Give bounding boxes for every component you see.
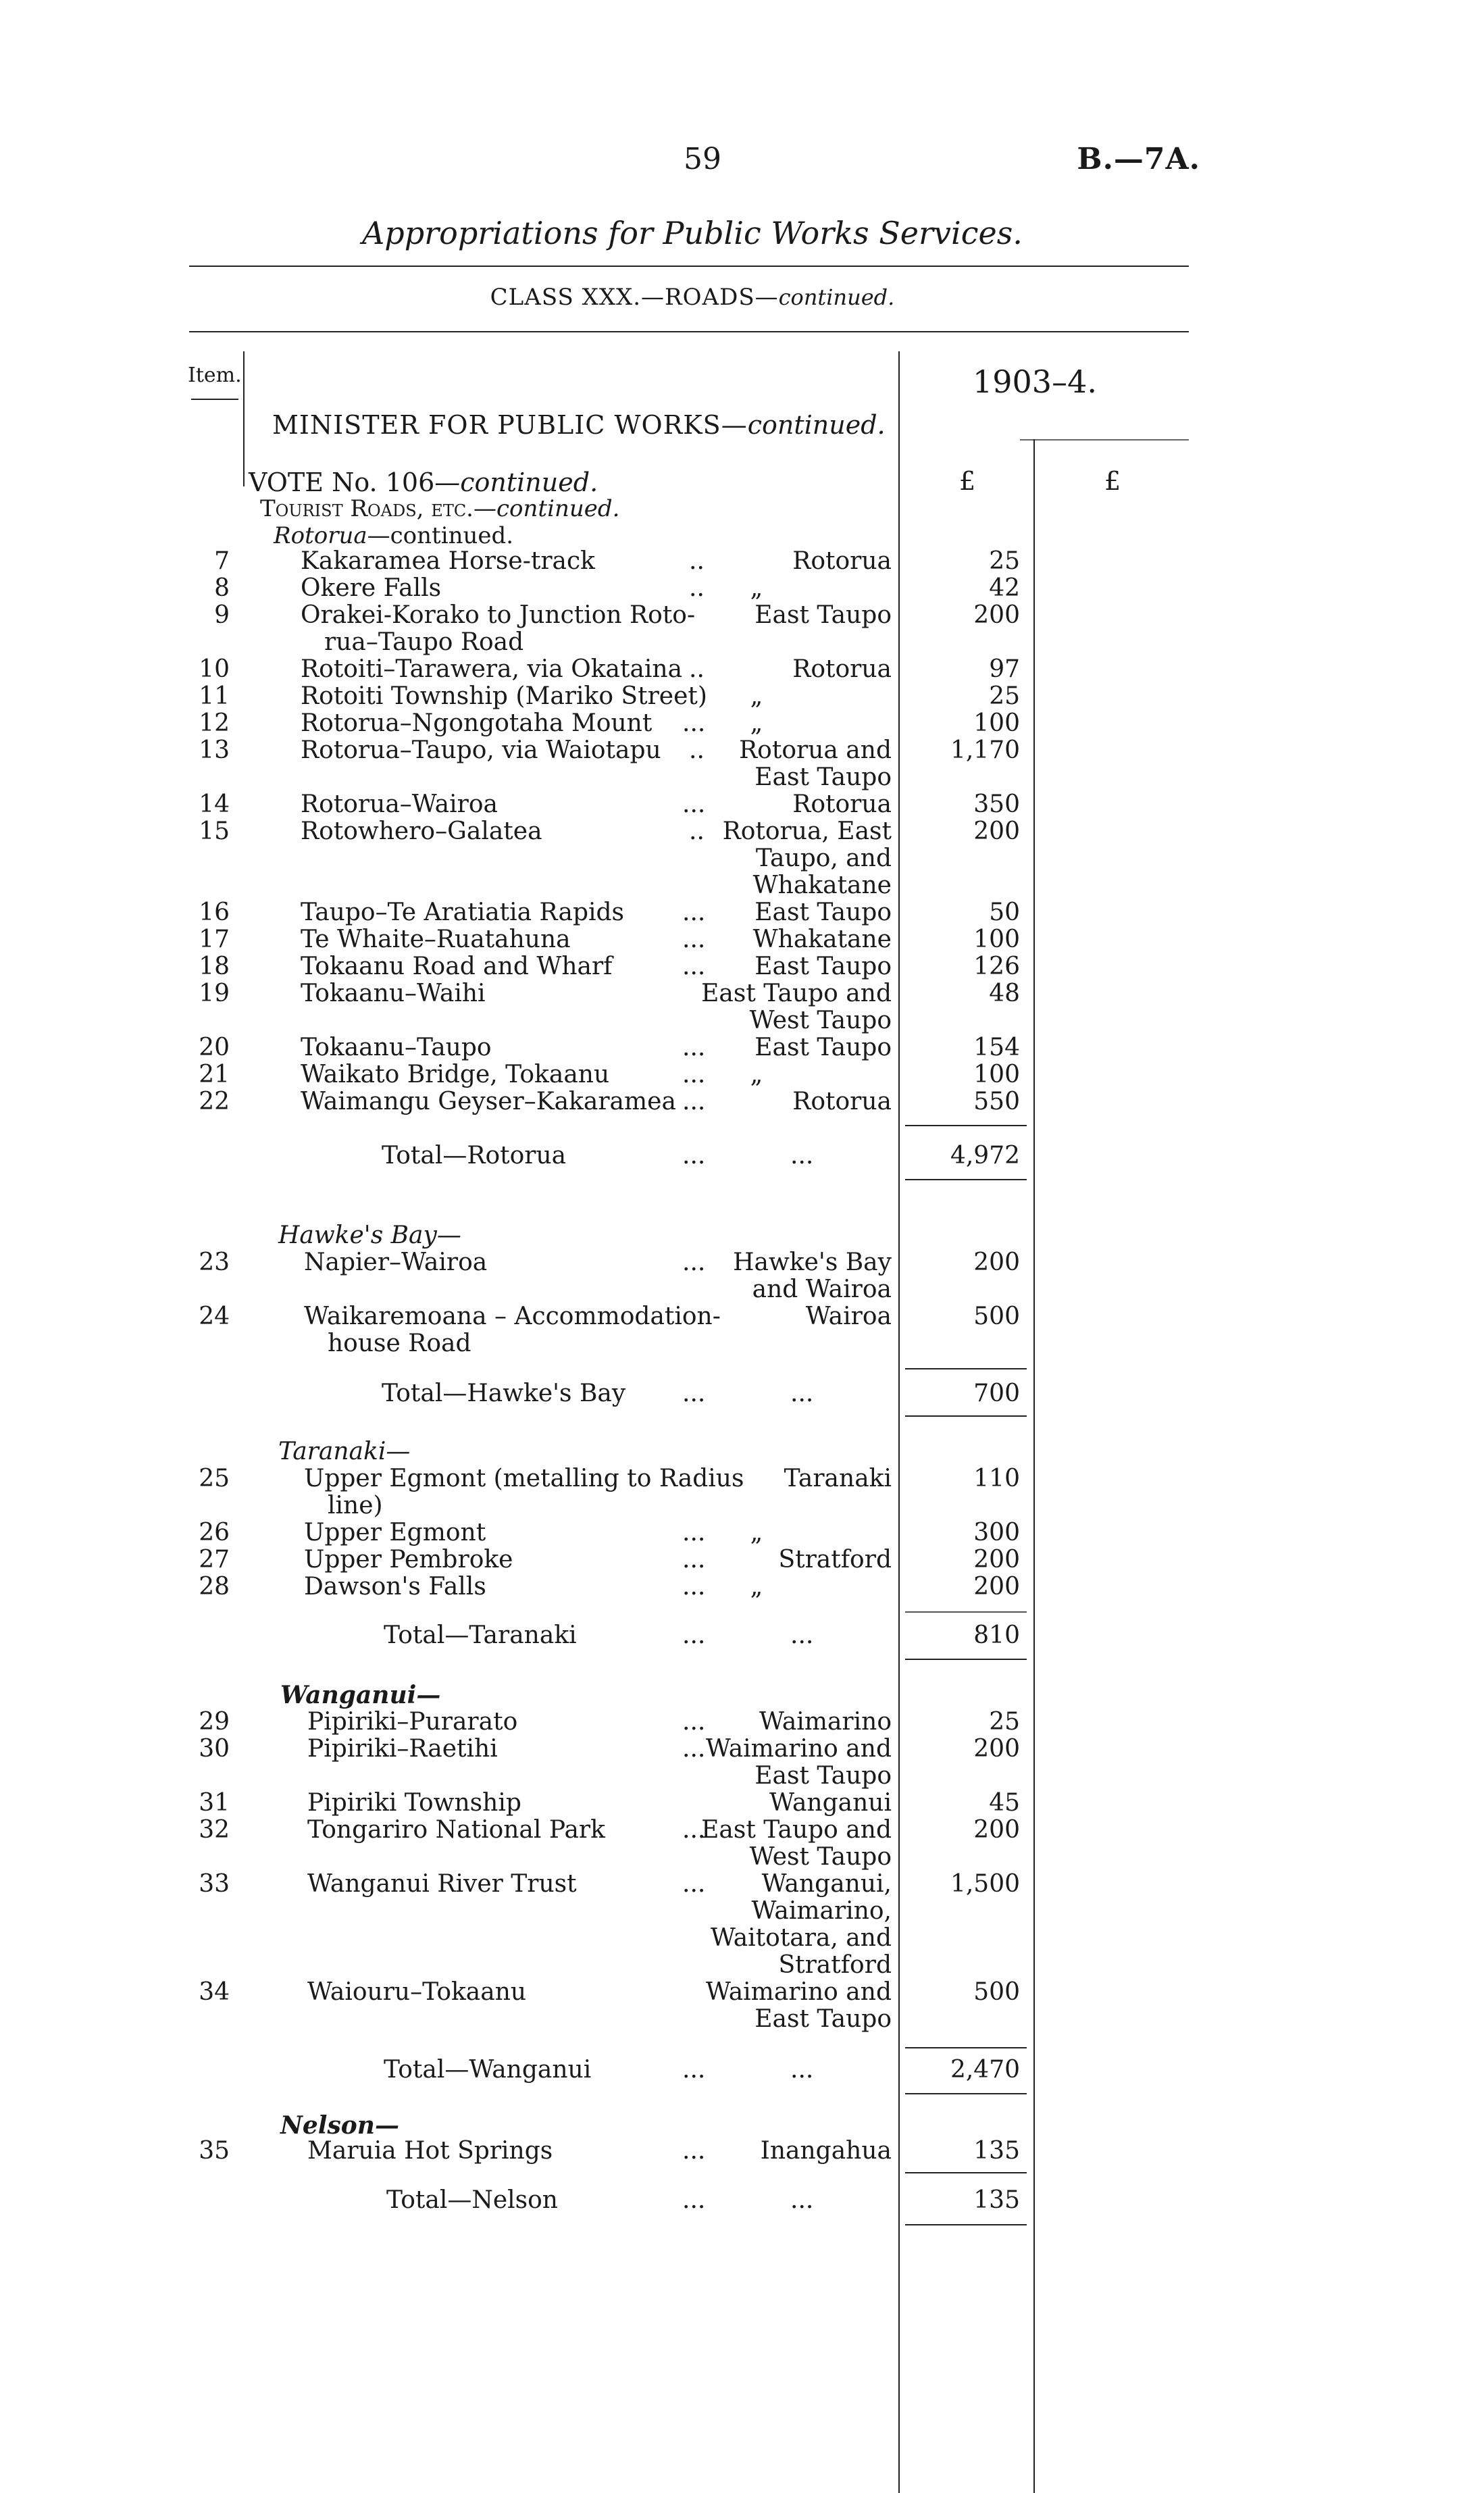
electorate: Waimarino and <box>705 1735 892 1763</box>
road-name: Wanganui River Trust <box>307 1870 577 1898</box>
road-name: Upper Egmont <box>304 1519 486 1546</box>
amount: 100 <box>973 1061 1020 1088</box>
road-name-continuation: line) <box>328 1492 383 1519</box>
year-column-header: 1903–4. <box>973 363 1097 400</box>
electorate: East Taupo <box>754 953 892 980</box>
total-rule <box>905 1611 1027 1613</box>
tourist-roads-heading <box>260 495 619 522</box>
road-name: Pipiriki Township <box>307 1789 521 1817</box>
electorate: Rotorua <box>792 547 892 575</box>
amount: 25 <box>989 547 1020 575</box>
leader-dots: ... <box>682 1870 706 1898</box>
hawkes-bay-heading: Hawke's Bay— <box>278 1222 461 1249</box>
item-number: 26 <box>199 1519 230 1546</box>
page-number: 59 <box>684 142 721 176</box>
road-name: Rotoiti Township (Mariko Street) <box>301 682 707 710</box>
amount: 200 <box>973 1816 1020 1844</box>
road-name: Waikaremoana – Accommodation- <box>304 1303 721 1330</box>
rotorua-heading-continued: —continued. <box>367 522 514 549</box>
amount: 200 <box>973 1573 1020 1601</box>
leader-dots: .. <box>689 817 705 845</box>
year-header-rule <box>1020 439 1189 440</box>
sub-column-divider <box>1033 439 1035 2493</box>
item-number: 28 <box>199 1573 230 1601</box>
electorate: Taranaki <box>784 1465 892 1492</box>
amount: 48 <box>989 980 1020 1007</box>
item-number: 8 <box>214 574 230 602</box>
item-number: 7 <box>214 547 230 575</box>
electorate: „ <box>750 709 763 737</box>
class-rule <box>189 331 1189 332</box>
total-rule <box>905 2093 1027 2094</box>
leader-dots: ... <box>790 2186 814 2214</box>
road-name: Tokaanu–Taupo <box>301 1034 492 1061</box>
amount: 100 <box>973 709 1020 737</box>
electorate: Wanganui <box>769 1789 892 1817</box>
amount: 300 <box>973 1519 1020 1546</box>
electorate: East Taupo <box>754 601 892 629</box>
road-name: Te Whaite–Ruatahuna <box>301 926 571 953</box>
electorate: Inangahua <box>760 2137 892 2165</box>
item-number: 27 <box>199 1546 230 1573</box>
amount: 1,170 <box>950 736 1020 764</box>
road-name: Waikato Bridge, Tokaanu <box>301 1061 610 1088</box>
item-number: 15 <box>199 817 230 845</box>
class-continued: continued. <box>778 284 895 310</box>
item-number: 20 <box>199 1034 230 1061</box>
item-number: 25 <box>199 1465 230 1492</box>
leader-dots: .. <box>689 736 705 764</box>
tourist-roads-continued: continued. <box>496 495 620 522</box>
amount-column-divider <box>898 351 900 2493</box>
amount: 200 <box>973 1546 1020 1573</box>
electorate-continuation: and Wairoa <box>752 1276 892 1303</box>
total-rule <box>905 1179 1027 1180</box>
amount: 100 <box>973 926 1020 953</box>
item-number: 14 <box>199 790 230 818</box>
total-nelson-amount: 135 <box>973 2186 1020 2214</box>
total-rule <box>905 1125 1027 1126</box>
leader-dots: ... <box>682 2186 706 2214</box>
item-number: 21 <box>199 1061 230 1088</box>
road-name: Rotowhero–Galatea <box>301 817 542 845</box>
electorate: Rotorua and <box>739 736 892 764</box>
leader-dots: ... <box>682 1249 706 1276</box>
road-name: Taupo–Te Aratiatia Rapids <box>301 899 625 926</box>
rotorua-heading <box>274 522 513 549</box>
electorate: Rotorua <box>792 790 892 818</box>
item-column-header: Item. <box>188 363 242 387</box>
electorate: East Taupo and <box>701 1816 892 1844</box>
electorate-continuation: East Taupo <box>754 763 892 791</box>
rotorua-heading-label: Rotorua <box>274 522 367 549</box>
electorate: „ <box>750 1573 763 1601</box>
leader-dots: ... <box>682 1380 706 1407</box>
leader-dots: .. <box>689 574 705 602</box>
leader-dots: ... <box>790 1621 814 1649</box>
total-rule <box>905 2047 1027 2048</box>
amount: 97 <box>989 655 1020 683</box>
item-number: 17 <box>199 926 230 953</box>
total-hawkes-bay-amount: 700 <box>973 1380 1020 1407</box>
road-name-continuation: house Road <box>328 1330 471 1357</box>
electorate-continuation: West Taupo <box>749 1007 892 1034</box>
electorate: Rotorua <box>792 655 892 683</box>
electorate-continuation: East Taupo <box>754 1762 892 1790</box>
electorate: Waimarino <box>759 1708 892 1736</box>
road-name: Napier–Wairoa <box>304 1249 488 1276</box>
class-label: CLASS XXX.—ROADS— <box>490 284 779 311</box>
item-number: 24 <box>199 1303 230 1330</box>
amount: 110 <box>973 1465 1020 1492</box>
total-rotorua-amount: 4,972 <box>950 1142 1020 1169</box>
amount: 154 <box>973 1034 1020 1061</box>
leader-dots: ... <box>790 2056 814 2084</box>
amount: 50 <box>989 899 1020 926</box>
minister-label: MINISTER FOR PUBLIC WORKS— <box>272 410 748 440</box>
electorate: East Taupo <box>754 1034 892 1061</box>
road-name: Rotoiti–Tarawera, via Okataina <box>301 655 683 683</box>
item-number: 13 <box>199 736 230 764</box>
leader-dots: ... <box>682 1034 706 1061</box>
road-name: Tokaanu–Waihi <box>301 980 486 1007</box>
leader-dots: ... <box>790 1380 814 1407</box>
electorate: Rotorua, East <box>722 817 892 845</box>
electorate-continuation: Waimarino, <box>751 1897 892 1925</box>
tourist-roads-label: Tourist Roads, etc.— <box>260 495 496 522</box>
item-number: 11 <box>199 682 230 710</box>
road-name-continuation: rua–Taupo Road <box>324 628 524 656</box>
leader-dots: ... <box>682 1708 706 1736</box>
amount: 135 <box>973 2137 1020 2165</box>
road-name: Maruia Hot Springs <box>307 2137 553 2165</box>
road-name: Waimangu Geyser–Kakaramea <box>301 1088 676 1115</box>
class-heading <box>0 284 1385 311</box>
minister-continued: continued. <box>747 410 886 440</box>
leader-dots: ... <box>682 790 706 818</box>
leader-dots: ... <box>682 1573 706 1601</box>
wanganui-heading: Wanganui— <box>280 1681 441 1709</box>
leader-dots: ... <box>682 1061 706 1088</box>
road-name: Upper Egmont (metalling to Radius <box>304 1465 744 1492</box>
road-name: Upper Pembroke <box>304 1546 513 1573</box>
total-rule <box>905 1368 1027 1369</box>
amount: 350 <box>973 790 1020 818</box>
minister-heading <box>272 410 886 440</box>
total-wanganui-label: Total—Wanganui <box>384 2056 592 2084</box>
item-number: 16 <box>199 899 230 926</box>
item-number: 30 <box>199 1735 230 1763</box>
electorate: Wanganui, <box>761 1870 892 1898</box>
electorate: „ <box>750 1061 763 1088</box>
amount: 25 <box>989 1708 1020 1736</box>
amount: 550 <box>973 1088 1020 1115</box>
leader-dots: ... <box>682 1621 706 1649</box>
road-name: Dawson's Falls <box>304 1573 486 1601</box>
road-name: Waiouru–Tokaanu <box>307 1978 527 2006</box>
road-name: Okere Falls <box>301 574 442 602</box>
amount: 1,500 <box>950 1870 1020 1898</box>
amount: 42 <box>989 574 1020 602</box>
document-reference: B.—7A. <box>1077 142 1200 176</box>
leader-dots: ... <box>682 926 706 953</box>
road-name: Rotorua–Taupo, via Waiotapu <box>301 736 661 764</box>
total-rotorua-label: Total—Rotorua <box>382 1142 567 1169</box>
road-name: Rotorua–Ngongotaha Mount <box>301 709 653 737</box>
leader-dots: ... <box>682 1088 706 1115</box>
item-number: 31 <box>199 1789 230 1817</box>
leader-dots: ... <box>682 899 706 926</box>
leader-dots: ... <box>682 1142 706 1169</box>
leader-dots: .. <box>689 655 705 683</box>
electorate-continuation: Stratford <box>778 1951 892 1979</box>
total-hawkes-bay-label: Total—Hawke's Bay <box>382 1380 626 1407</box>
item-number: 29 <box>199 1708 230 1736</box>
currency-symbol-right: £ <box>1104 466 1121 496</box>
total-rule <box>905 2224 1027 2225</box>
total-nelson-label: Total—Nelson <box>386 2186 558 2214</box>
item-number: 9 <box>214 601 230 629</box>
electorate-continuation: Whakatane <box>752 872 892 899</box>
item-number: 33 <box>199 1870 230 1898</box>
amount: 200 <box>973 1735 1020 1763</box>
taranaki-heading: Taranaki— <box>278 1438 411 1465</box>
amount: 500 <box>973 1303 1020 1330</box>
road-name: Orakei-Korako to Junction Roto- <box>301 601 696 629</box>
leader-dots: ... <box>682 1816 706 1844</box>
electorate: Waimarino and <box>705 1978 892 2006</box>
electorate: East Taupo <box>754 899 892 926</box>
nelson-heading: Nelson— <box>280 2111 399 2140</box>
vote-label: VOTE No. 106— <box>249 468 461 497</box>
electorate-continuation: Waitotara, and <box>710 1924 892 1952</box>
electorate: East Taupo and <box>701 980 892 1007</box>
item-number: 18 <box>199 953 230 980</box>
item-column-divider <box>243 351 245 486</box>
electorate: Hawke's Bay <box>733 1249 892 1276</box>
leader-dots: .. <box>689 547 705 575</box>
electorate-continuation: East Taupo <box>754 2005 892 2033</box>
leader-dots: ... <box>682 1519 706 1546</box>
vote-continued: continued. <box>460 468 598 497</box>
road-name: Rotorua–Wairoa <box>301 790 498 818</box>
amount: 200 <box>973 601 1020 629</box>
leader-dots: ... <box>682 2137 706 2165</box>
amount: 126 <box>973 953 1020 980</box>
electorate-continuation: Taupo, and <box>755 845 892 872</box>
item-number: 10 <box>199 655 230 683</box>
electorate: Wairoa <box>805 1303 892 1330</box>
item-number: 35 <box>199 2137 230 2165</box>
road-name: Kakaramea Horse-track <box>301 547 595 575</box>
total-rule <box>905 2172 1027 2173</box>
currency-symbol-left: £ <box>959 466 976 496</box>
total-wanganui-amount: 2,470 <box>950 2056 1020 2084</box>
leader-dots: ... <box>682 709 706 737</box>
amount: 200 <box>973 1249 1020 1276</box>
vote-heading <box>249 468 598 497</box>
leader-dots: ... <box>682 953 706 980</box>
road-name: Pipiriki–Raetihi <box>307 1735 498 1763</box>
item-number: 32 <box>199 1816 230 1844</box>
electorate: Rotorua <box>792 1088 892 1115</box>
page-title: Appropriations for Public Works Services. <box>362 215 1023 251</box>
item-number: 12 <box>199 709 230 737</box>
electorate: Whakatane <box>752 926 892 953</box>
electorate: „ <box>750 574 763 602</box>
amount: 500 <box>973 1978 1020 2006</box>
road-name: Pipiriki–Purarato <box>307 1708 518 1736</box>
electorate: Stratford <box>778 1546 892 1573</box>
total-taranaki-amount: 810 <box>973 1621 1020 1649</box>
total-rule <box>905 1659 1027 1660</box>
electorate: „ <box>750 682 763 710</box>
amount: 200 <box>973 817 1020 845</box>
total-rule <box>905 1415 1027 1417</box>
electorate: „ <box>750 1519 763 1546</box>
electorate-continuation: West Taupo <box>749 1843 892 1871</box>
total-taranaki-label: Total—Taranaki <box>384 1621 577 1649</box>
item-header-rule <box>191 399 238 400</box>
item-number: 34 <box>199 1978 230 2006</box>
road-name: Tongariro National Park <box>307 1816 605 1844</box>
leader-dots: ... <box>682 1735 706 1763</box>
amount: 25 <box>989 682 1020 710</box>
item-number: 19 <box>199 980 230 1007</box>
item-number: 23 <box>199 1249 230 1276</box>
title-rule <box>189 266 1189 267</box>
leader-dots: ... <box>790 1142 814 1169</box>
road-name: Tokaanu Road and Wharf <box>301 953 613 980</box>
leader-dots: ... <box>682 2056 706 2084</box>
amount: 45 <box>989 1789 1020 1817</box>
item-number: 22 <box>199 1088 230 1115</box>
leader-dots: ... <box>682 1546 706 1573</box>
